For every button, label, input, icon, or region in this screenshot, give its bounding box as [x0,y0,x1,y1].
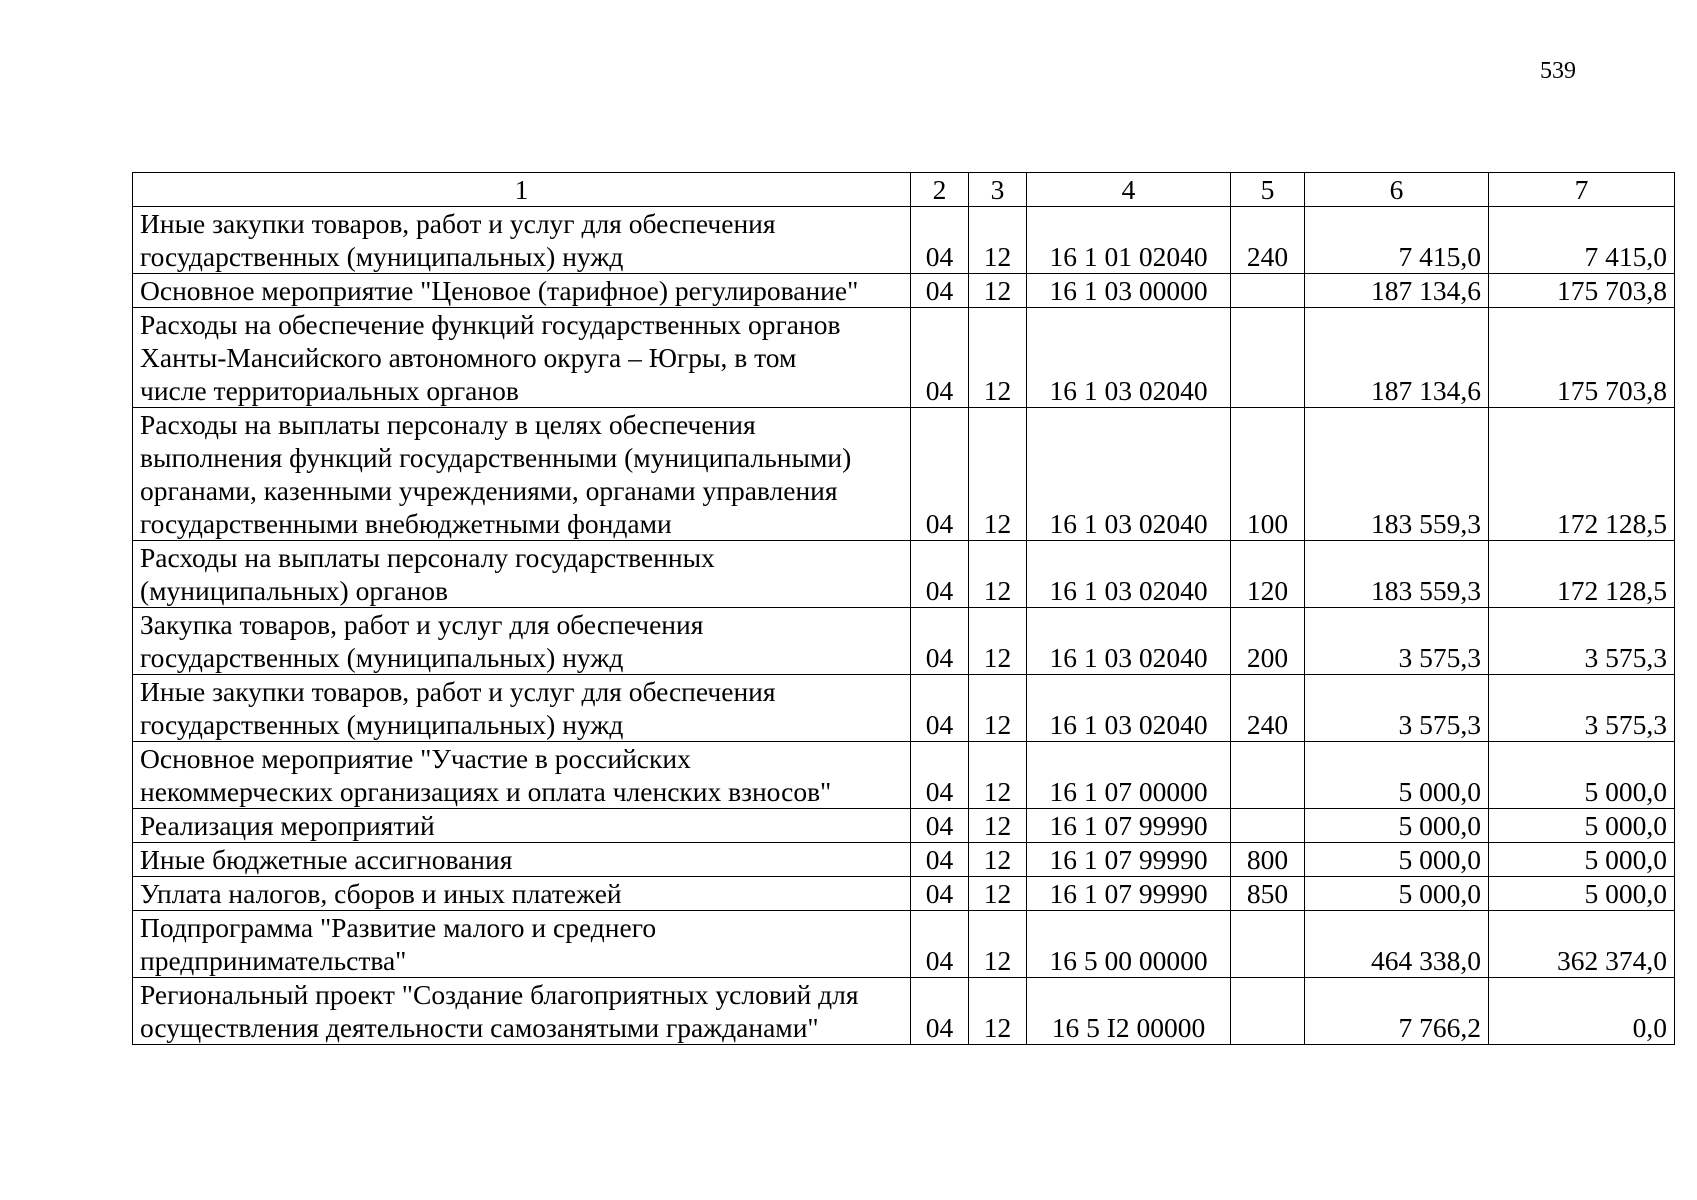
row-expense-type [1231,308,1305,408]
row-name-line: Иные закупки товаров, работ и услуг для обеспечения [140,208,776,239]
row-expense-type: 100 [1231,408,1305,541]
row-target-article: 16 1 01 02040 [1027,207,1231,274]
table-row [133,978,1675,1045]
row-subsection-code: 12 [969,541,1027,608]
row-target-article: 16 1 03 02040 [1027,675,1231,742]
row-name-line: Уплата налогов, сборов и иных платежей [140,878,622,909]
table-row [133,608,1675,675]
row-target-article: 16 5 I2 00000 [1027,978,1231,1045]
row-name-line: Подпрограмма "Развитие малого и среднего [140,912,657,943]
row-amount-1: 183 559,3 [1305,541,1489,608]
row-expense-type: 850 [1231,877,1305,911]
row-section-code: 04 [911,541,969,608]
table-body [133,173,1675,1045]
row-name [133,308,911,408]
row-name [133,675,911,742]
table-row [133,843,1675,877]
row-target-article: 16 5 00 00000 [1027,911,1231,978]
row-amount-2: 5 000,0 [1489,843,1675,877]
row-expense-type [1231,809,1305,843]
row-expense-type: 800 [1231,843,1305,877]
row-amount-1: 187 134,6 [1305,274,1489,308]
row-name-line: Ханты-Мансийского автономного округа – Югры, в том [140,342,797,373]
row-expense-type: 200 [1231,608,1305,675]
row-name-line: Закупка товаров, работ и услуг для обеспечения [140,609,704,640]
row-section-code: 04 [911,207,969,274]
row-subsection-code: 12 [969,274,1027,308]
row-section-code: 04 [911,274,969,308]
row-section-code: 04 [911,608,969,675]
row-name-line: некоммерческих организациях и оплата членских взносов" [140,776,832,807]
table-row [133,911,1675,978]
row-target-article: 16 1 03 02040 [1027,608,1231,675]
row-target-article: 16 1 07 99990 [1027,877,1231,911]
row-name [133,608,911,675]
row-amount-2: 172 128,5 [1489,408,1675,541]
table-row [133,675,1675,742]
row-name [133,274,911,308]
row-section-code: 04 [911,408,969,541]
header-col-5: 5 [1231,173,1305,207]
row-amount-2: 5 000,0 [1489,877,1675,911]
row-name-line: Расходы на выплаты персоналу в целях обеспечения [140,409,756,440]
row-name-line: предпринимательства" [140,945,407,976]
row-amount-2: 5 000,0 [1489,742,1675,809]
row-target-article: 16 1 03 02040 [1027,408,1231,541]
row-subsection-code: 12 [969,809,1027,843]
row-amount-1: 183 559,3 [1305,408,1489,541]
row-name-line: государственными внебюджетными фондами [140,508,672,539]
table-row [133,408,1675,541]
row-name-line: (муниципальных) органов [140,575,449,606]
row-amount-2: 362 374,0 [1489,911,1675,978]
row-amount-1: 5 000,0 [1305,877,1489,911]
row-section-code: 04 [911,911,969,978]
row-amount-1: 3 575,3 [1305,608,1489,675]
table-header-row [133,173,1675,207]
row-name [133,877,911,911]
row-name-line: государственных (муниципальных) нужд [140,709,624,740]
row-expense-type: 240 [1231,207,1305,274]
row-amount-1: 187 134,6 [1305,308,1489,408]
header-col-2: 2 [911,173,969,207]
row-section-code: 04 [911,877,969,911]
row-name [133,541,911,608]
row-expense-type [1231,978,1305,1045]
row-subsection-code: 12 [969,742,1027,809]
row-amount-1: 3 575,3 [1305,675,1489,742]
table-row [133,742,1675,809]
row-target-article: 16 1 03 00000 [1027,274,1231,308]
row-name-line: органами, казенными учреждениями, органами управления [140,475,838,506]
row-target-article: 16 1 03 02040 [1027,308,1231,408]
row-name-line: Иные закупки товаров, работ и услуг для обеспечения [140,676,776,707]
row-name [133,911,911,978]
table-row [133,207,1675,274]
row-expense-type: 240 [1231,675,1305,742]
row-target-article: 16 1 07 99990 [1027,843,1231,877]
row-name-line: государственных (муниципальных) нужд [140,241,624,272]
row-amount-2: 172 128,5 [1489,541,1675,608]
row-amount-2: 5 000,0 [1489,809,1675,843]
row-amount-2: 0,0 [1489,978,1675,1045]
header-col-4: 4 [1027,173,1231,207]
row-name-line: Основное мероприятие "Ценовое (тарифное) регулирование" [140,275,859,306]
header-col-1: 1 [133,173,911,207]
row-name [133,978,911,1045]
row-section-code: 04 [911,809,969,843]
page-number: 539 [1540,58,1576,84]
row-name [133,207,911,274]
row-expense-type: 120 [1231,541,1305,608]
row-name [133,408,911,541]
row-amount-1: 5 000,0 [1305,809,1489,843]
row-amount-2: 175 703,8 [1489,308,1675,408]
row-amount-2: 7 415,0 [1489,207,1675,274]
row-subsection-code: 12 [969,978,1027,1045]
row-section-code: 04 [911,843,969,877]
row-name [133,843,911,877]
row-section-code: 04 [911,742,969,809]
row-name-line: осуществления деятельности самозанятыми гражданами" [140,1012,819,1043]
row-subsection-code: 12 [969,877,1027,911]
row-name [133,809,911,843]
row-expense-type [1231,742,1305,809]
row-section-code: 04 [911,308,969,408]
header-col-6: 6 [1305,173,1489,207]
row-amount-1: 5 000,0 [1305,742,1489,809]
row-expense-type [1231,911,1305,978]
row-subsection-code: 12 [969,911,1027,978]
row-target-article: 16 1 07 00000 [1027,742,1231,809]
row-name [133,742,911,809]
table-row [133,809,1675,843]
budget-table [132,172,1675,1045]
row-target-article: 16 1 07 99990 [1027,809,1231,843]
row-subsection-code: 12 [969,608,1027,675]
row-expense-type [1231,274,1305,308]
row-name-line: Расходы на выплаты персоналу государственных [140,542,715,573]
header-col-3: 3 [969,173,1027,207]
table-row [133,877,1675,911]
row-section-code: 04 [911,978,969,1045]
row-amount-1: 7 415,0 [1305,207,1489,274]
row-amount-1: 5 000,0 [1305,843,1489,877]
row-amount-1: 7 766,2 [1305,978,1489,1045]
table-row [133,541,1675,608]
table-row [133,308,1675,408]
row-target-article: 16 1 03 02040 [1027,541,1231,608]
row-subsection-code: 12 [969,675,1027,742]
row-subsection-code: 12 [969,308,1027,408]
table-row [133,274,1675,308]
row-subsection-code: 12 [969,408,1027,541]
row-name-line: выполнения функций государственными (муниципальными) [140,442,852,473]
row-subsection-code: 12 [969,207,1027,274]
row-amount-2: 3 575,3 [1489,608,1675,675]
row-amount-2: 3 575,3 [1489,675,1675,742]
header-col-7: 7 [1489,173,1675,207]
row-name-line: Иные бюджетные ассигнования [140,844,513,875]
row-subsection-code: 12 [969,843,1027,877]
row-name-line: Региональный проект "Создание благоприятных условий для [140,979,859,1010]
row-name-line: Расходы на обеспечение функций государственных органов [140,309,841,340]
row-amount-1: 464 338,0 [1305,911,1489,978]
row-name-line: Основное мероприятие "Участие в российских [140,743,691,774]
row-name-line: государственных (муниципальных) нужд [140,642,624,673]
row-section-code: 04 [911,675,969,742]
row-name-line: числе территориальных органов [140,375,519,406]
row-name-line: Реализация мероприятий [140,810,435,841]
row-amount-2: 175 703,8 [1489,274,1675,308]
